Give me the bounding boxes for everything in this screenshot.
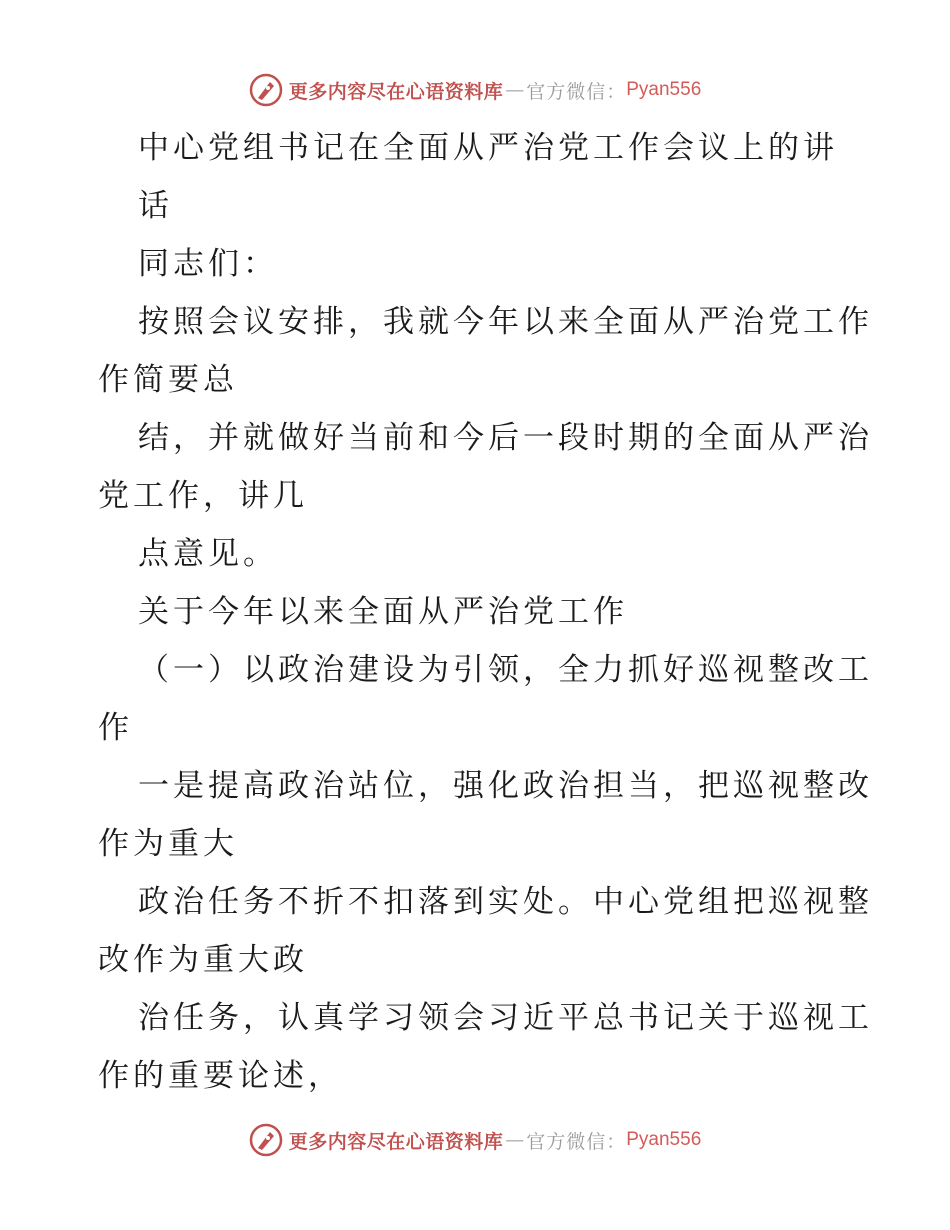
document-title-line-1: 中心党组书记在全面从严治党工作会议上的讲 — [138, 130, 838, 166]
paragraph-line: 一是提高政治站位，强化政治担当，把巡视整改 — [138, 768, 873, 804]
paragraph-line: 治任务，认真学习领会习近平总书记关于巡视工 — [138, 1000, 873, 1036]
pen-nib-logo-icon — [249, 73, 283, 107]
paragraph-line: 按照会议安排，我就今年以来全面从严治党工作 — [138, 304, 873, 340]
paragraph-line: 改作为重大政 — [98, 942, 308, 978]
document-title-line-2: 话 — [138, 188, 173, 224]
footer-watermark-banner — [0, 1120, 950, 1160]
header-watermark-banner — [0, 70, 950, 110]
paragraph-line: 政治任务不折不扣落到实处。中心党组把巡视整 — [138, 884, 873, 920]
paragraph-line: 作的重要论述， — [98, 1058, 343, 1094]
watermark-wechat-handle: Pyan556 — [626, 1129, 702, 1150]
subsection-heading: （一）以政治建设为引领，全力抓好巡视整改工 — [138, 652, 873, 688]
watermark-separator: — — [505, 1129, 525, 1151]
section-heading: 关于今年以来全面从严治党工作 — [138, 594, 628, 630]
pen-nib-logo-icon — [249, 1123, 283, 1157]
paragraph-line: 党工作，讲几 — [98, 478, 308, 514]
salutation: 同志们： — [138, 246, 278, 282]
paragraph-line: 作简要总 — [98, 362, 238, 398]
watermark-separator: — — [505, 79, 525, 101]
paragraph-line: 点意见。 — [138, 536, 278, 572]
watermark-brand-text: 更多内容尽在心语资料库 — [288, 80, 504, 103]
paragraph-line: 结，并就做好当前和今后一段时期的全面从严治 — [138, 420, 873, 456]
paragraph-line: 作为重大 — [98, 826, 238, 862]
watermark-wechat-handle: Pyan556 — [626, 79, 702, 100]
watermark-wechat-label: 官方微信： — [526, 1130, 627, 1153]
watermark-wechat-label: 官方微信： — [526, 80, 627, 103]
watermark-brand-text: 更多内容尽在心语资料库 — [288, 1130, 504, 1153]
subsection-heading-continued: 作 — [98, 710, 133, 746]
